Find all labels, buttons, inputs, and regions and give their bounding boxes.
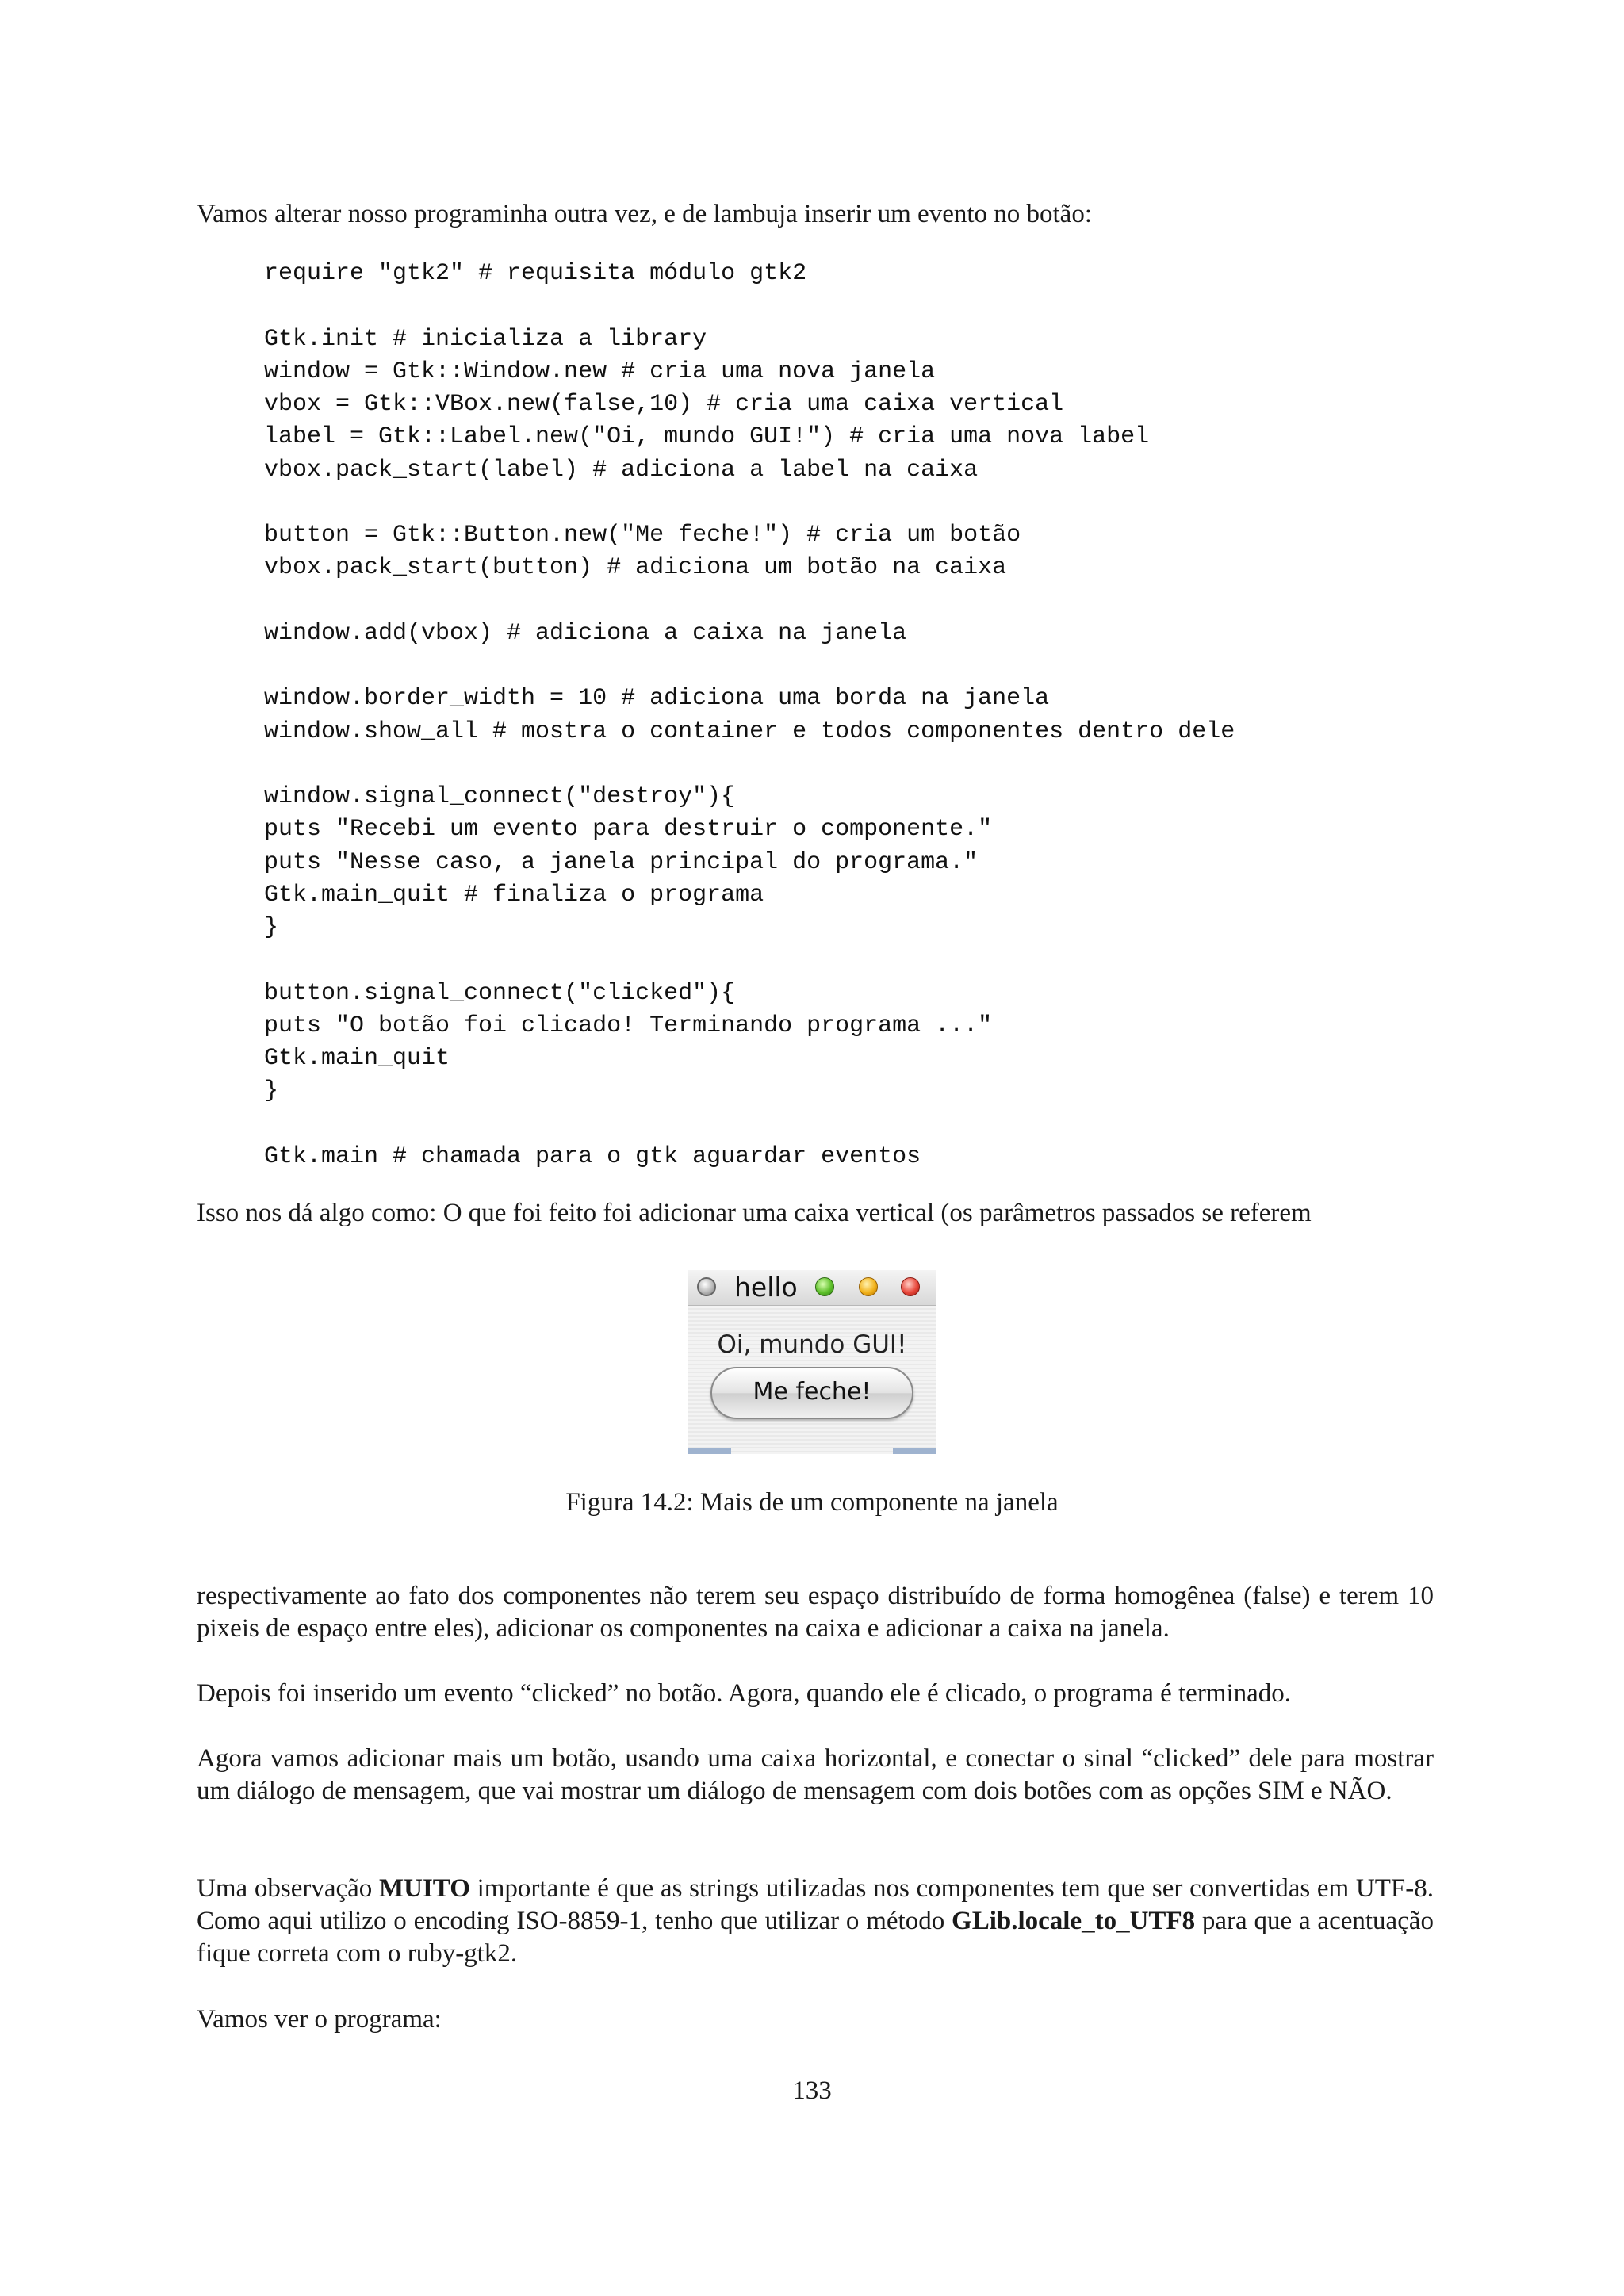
minimize-icon	[815, 1277, 834, 1296]
gtk-window-screenshot	[688, 1270, 936, 1454]
code-line: window.border_width = 10 # adiciona uma borda na janela	[264, 685, 1050, 713]
code-listing	[264, 258, 1235, 1173]
window-titlebar	[688, 1270, 936, 1306]
window-label: Oi, mundo GUI!	[717, 1330, 907, 1359]
code-line: vbox.pack_start(button) # adiciona um botão na caixa	[264, 554, 1007, 582]
after-code-paragraph: Isso nos dá algo como: O que foi feito foi adicionar uma caixa vertical (os parâmetros passados se referem	[197, 1199, 1312, 1227]
maximize-icon	[859, 1277, 878, 1296]
code-line: window.add(vbox) # adiciona a caixa na janela	[264, 619, 907, 647]
p3-bold-muito: MUITO	[378, 1874, 470, 1903]
code-line: Gtk.main # chamada para o gtk aguardar eventos	[264, 1142, 921, 1170]
code-line	[264, 1108, 1235, 1141]
paragraph-1: respectivamente ao fato dos componentes não terem seu espaço distribuído de forma homogênea (false) e terem 10 pixeis de espaço entre eles), adicionar os componentes na caixa e adicionar a caixa na janela.	[197, 1582, 1434, 1643]
code-line: Gtk.main_quit	[264, 1045, 450, 1072]
code-line: window = Gtk::Window.new # cria uma nova janela	[264, 358, 936, 385]
code-line	[264, 487, 1235, 519]
p3-bold-method: GLib.locale_to_UTF8	[952, 1907, 1196, 1935]
code-line: require "gtk2" # requisita módulo gtk2	[264, 260, 807, 287]
window-title: hello	[734, 1272, 798, 1303]
p3-text-1: Uma observação	[197, 1874, 379, 1903]
code-line: puts "Recebi um evento para destruir o componente."	[264, 816, 993, 844]
window-menu-icon	[697, 1277, 716, 1296]
p3-text-3: para que a acentuação fique correta com o ruby-gtk2.	[197, 1907, 1434, 1968]
p3-text-2: importante é que as strings utilizadas nos componentes tem que ser convertidas em UTF-8. Como aqui utilizo o encoding ISO-8859-1, tenho que utilizar o método	[197, 1874, 1434, 1935]
figure-caption: Figura 14.2: Mais de um componente na janela	[565, 1488, 1059, 1517]
window-corner-left	[688, 1448, 731, 1454]
code-line: Gtk.init # inicializa a library	[264, 325, 707, 353]
code-line	[264, 748, 1235, 781]
me-feche-button: Me feche!	[710, 1367, 914, 1419]
code-line: button = Gtk::Button.new("Me feche!") # cria um botão	[264, 522, 1021, 549]
code-line: window.signal_connect("destroy"){	[264, 783, 736, 810]
code-line: Gtk.main_quit # finaliza o programa	[264, 881, 764, 909]
window-corner-right	[893, 1448, 936, 1454]
paragraph-2a: Depois foi inserido um evento “clicked” no botão. Agora, quando ele é clicado, o programa é terminado.	[197, 1679, 1292, 1708]
paragraph-4: Vamos ver o programa:	[197, 2005, 442, 2034]
code-line	[264, 585, 1235, 618]
page-number: 133	[792, 2076, 832, 2105]
code-line	[264, 650, 1235, 683]
paragraph-3	[197, 1873, 1434, 1970]
code-line: puts "Nesse caso, a janela principal do programa."	[264, 848, 979, 876]
code-line	[264, 944, 1235, 977]
code-line: label = Gtk::Label.new("Oi, mundo GUI!") # cria uma nova label	[264, 423, 1150, 451]
code-line	[264, 290, 1235, 323]
code-line: vbox.pack_start(label) # adiciona a label na caixa	[264, 456, 979, 484]
code-line: }	[264, 914, 279, 941]
close-icon	[901, 1277, 920, 1296]
intro-paragraph: Vamos alterar nosso programinha outra vez, e de lambuja inserir um evento no botão:	[197, 200, 1092, 228]
code-line: vbox = Gtk::VBox.new(false,10) # cria uma caixa vertical	[264, 391, 1064, 418]
code-line: }	[264, 1077, 279, 1105]
paragraph-2b: Agora vamos adicionar mais um botão, usando uma caixa horizontal, e conectar o sinal “clicked” dele para mostrar um diálogo de mensagem, que vai mostrar um diálogo de mensagem com dois botões com as opções SIM e NÃO.	[197, 1744, 1434, 1805]
code-line: puts "O botão foi clicado! Terminando programa ..."	[264, 1012, 993, 1039]
code-line: button.signal_connect("clicked"){	[264, 979, 736, 1007]
code-line: window.show_all # mostra o container e todos componentes dentro dele	[264, 718, 1235, 745]
